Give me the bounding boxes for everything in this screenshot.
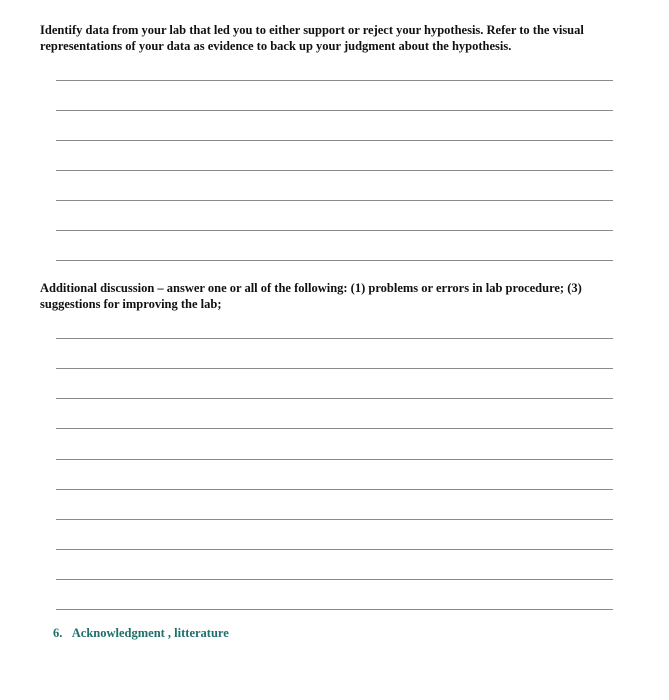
question-1-prompt-line-2: representations of your data as evidence to back up your judgment about the hypothesis. (40, 39, 512, 53)
question-1-answer-line-4[interactable] (56, 170, 613, 171)
question-1-answer-line-2[interactable] (56, 110, 613, 111)
question-2-answer-line-10[interactable] (56, 609, 613, 610)
question-2-answer-line-4[interactable] (56, 428, 613, 429)
section-6-number: 6. (53, 626, 63, 640)
question-1-prompt (40, 22, 630, 54)
question-1-prompt-line-1: Identify data from your lab that led you to either support or reject your hypothesis. Refer to the visual (40, 23, 584, 37)
question-2-prompt-line-2: suggestions for improving the lab; (40, 297, 222, 311)
question-2-answer-line-8[interactable] (56, 549, 613, 550)
question-2-answer-line-6[interactable] (56, 489, 613, 490)
question-1-answer-line-6[interactable] (56, 230, 613, 231)
question-2-answer-line-2[interactable] (56, 368, 613, 369)
question-2-prompt (40, 280, 630, 312)
section-6-title: Acknowledgment , litterature (71, 626, 229, 640)
question-1-answer-line-3[interactable] (56, 140, 613, 141)
question-2-prompt-line-1: Additional discussion – answer one or all of the following: (1) problems or errors in lab procedure; (3) (40, 281, 582, 295)
question-2-answer-line-9[interactable] (56, 579, 613, 580)
question-2-answer-line-3[interactable] (56, 398, 613, 399)
question-1-answer-line-5[interactable] (56, 200, 613, 201)
section-6-heading (53, 626, 229, 641)
question-1-answer-line-7[interactable] (56, 260, 613, 261)
question-1-answer-line-1[interactable] (56, 80, 613, 81)
question-2-answer-line-1[interactable] (56, 338, 613, 339)
question-2-answer-line-7[interactable] (56, 519, 613, 520)
question-2-answer-line-5[interactable] (56, 459, 613, 460)
